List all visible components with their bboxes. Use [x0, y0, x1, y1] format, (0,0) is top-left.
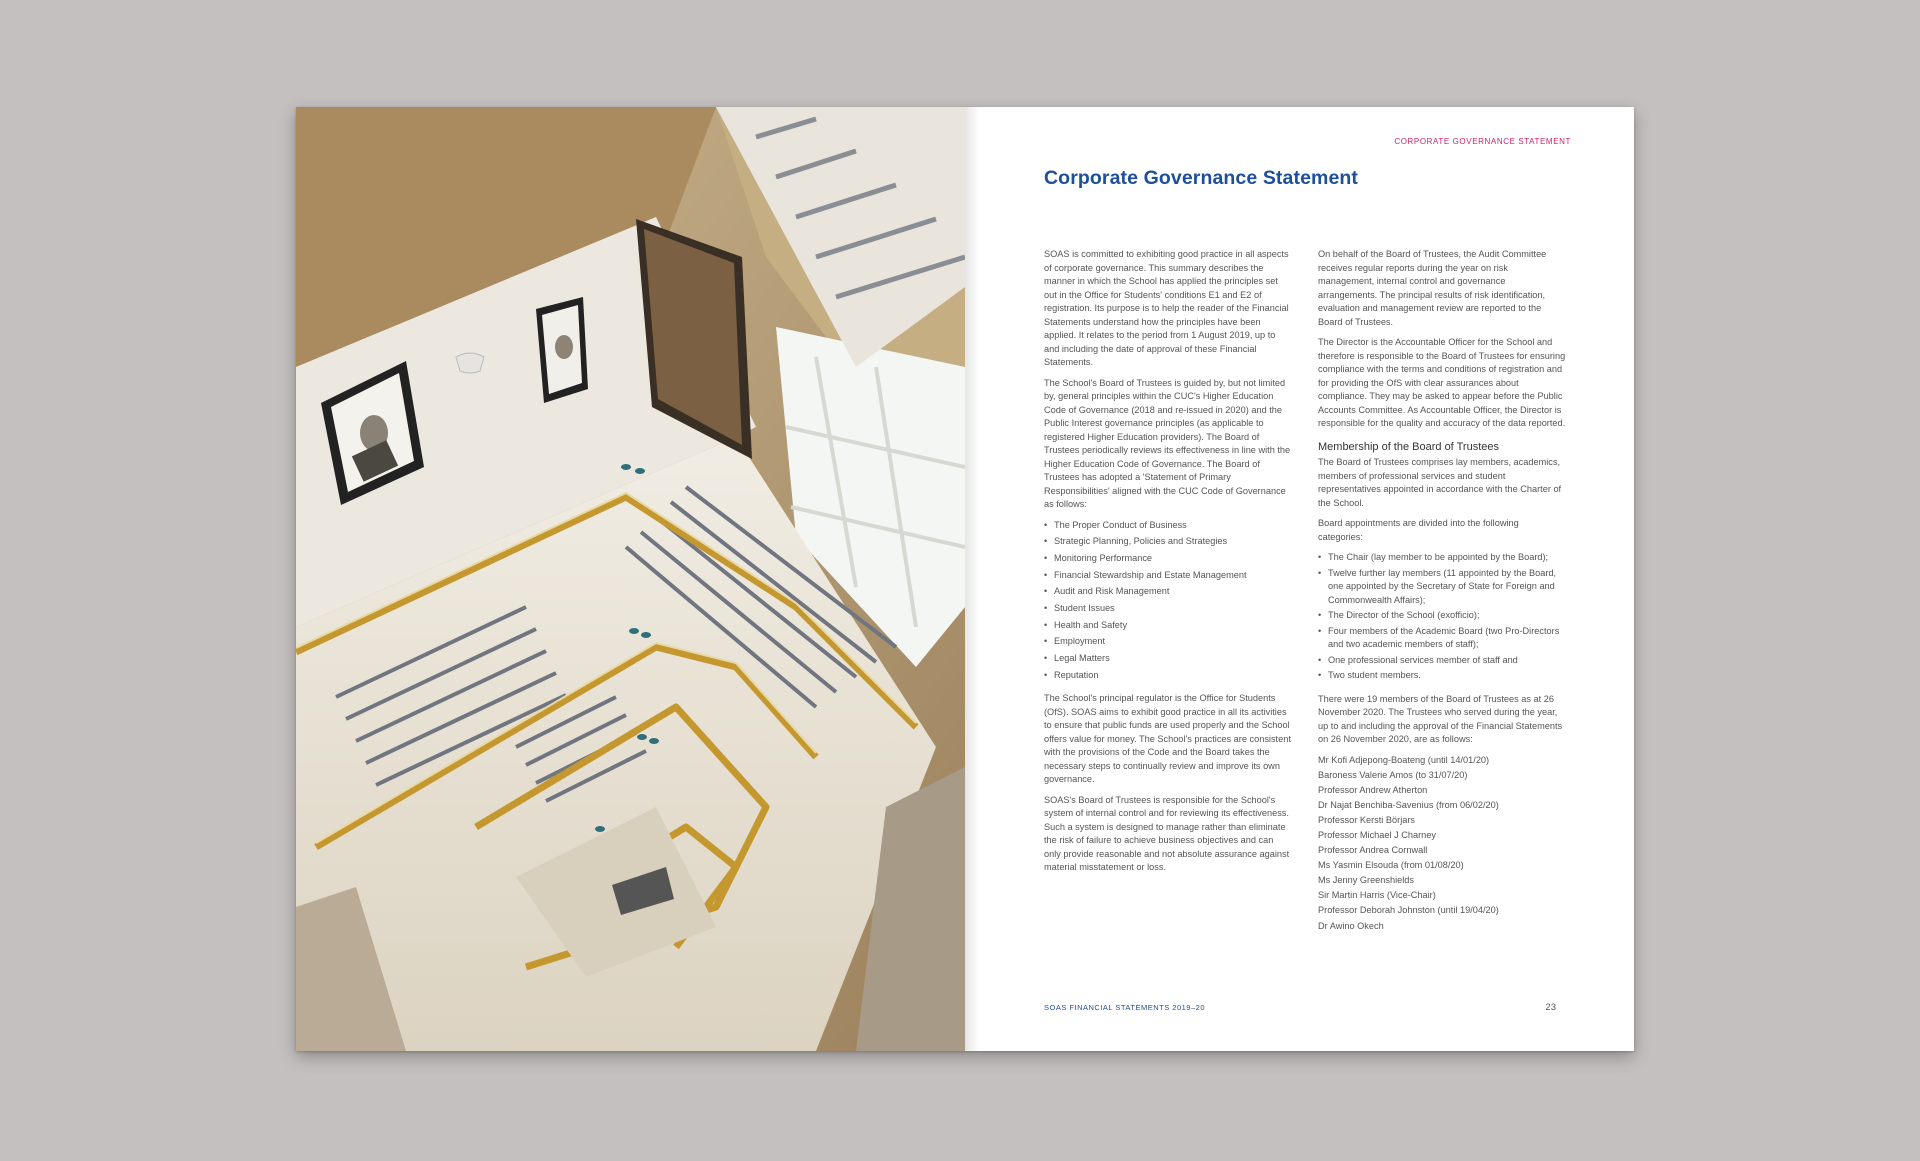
list-item: • Monitoring Performance	[1044, 552, 1292, 566]
list-item: Dr Najat Benchiba-Savenius (from 06/02/20)	[1318, 799, 1499, 810]
left-column	[1044, 248, 1292, 882]
list-item: • Twelve further lay members (11 appointed by the Board, one appointed by the Secretary of State for Foreign and Commonwealth Affairs);	[1318, 567, 1566, 608]
list-item: Professor Andrew Atherton	[1318, 784, 1428, 795]
list-item: Professor Deborah Johnston (until 19/04/20)	[1318, 905, 1499, 916]
list-item: Sir Martin Harris (Vice-Chair)	[1318, 890, 1436, 901]
portrait-frame-2	[536, 297, 588, 403]
list-item: Professor Kersti Börjars	[1318, 814, 1416, 825]
board-guidance-paragraph: The School's Board of Trustees is guided by, but not limited by, general principles within the CUC's Higher Education Code of Governance (2018 and re-issued in 2020) and the Public Interest governance principles (as applicable to registered Higher Education providers). The Board of Trustees periodically reviews its effectiveness in line with the Higher Education Code of Governance. The Board of Trustees has adopted a 'Statement of Primary Responsibilities' aligned with the CUC Code of Governance as follows:	[1044, 377, 1291, 509]
membership-paragraph: The Board of Trustees comprises lay members, academics, members of professional services and student representatives appointed in accordance with the Charter of the School.	[1318, 457, 1562, 508]
responsibilities-list	[1044, 519, 1292, 683]
list-item: • Legal Matters	[1044, 652, 1292, 666]
accountable-officer-paragraph: The Director is the Accountable Officer for the School and therefore is responsible to the Board of Trustees for ensuring compliance with the terms and conditions of registration and for providing the OfS with clear assurances about compliance. They may be asked to appear before the Public Accounts Committee. As Accountable Officer, the Director is responsible for the quality and accuracy of the data reported.	[1318, 337, 1566, 428]
list-item: Mr Kofi Adjepong-Boateng (until 14/01/20)	[1318, 754, 1490, 765]
list-item: Ms Yasmin Elsouda (from 01/08/20)	[1318, 860, 1464, 871]
internal-control-paragraph: SOAS's Board of Trustees is responsible for the School's system of internal control and for reviewing its effectiveness. Such a system is designed to manage rather than eliminate the risk of failure to achieve business objectives and can only provide reasonable and not absolute assurance against material misstatement or loss.	[1044, 794, 1290, 873]
intro-paragraph: SOAS is committed to exhibiting good practice in all aspects of corporate governance. This summary describes the manner in which the School has applied the principles set out in the Office for Students' conditions E1 and E2 of registration. Its purpose is to help the reader of the Financial Statements understand how the principles have been applied. It relates to the period from 1 August 2019, up to and including the date of approval of these Financial Statements.	[1044, 249, 1289, 367]
footer-publication: SOAS FINANCIAL STATEMENTS 2019–20	[1044, 1003, 1205, 1012]
list-item: • The Chair (lay member to be appointed by the Board);	[1318, 551, 1566, 565]
right-column	[1318, 248, 1566, 943]
list-item: • The Proper Conduct of Business	[1044, 519, 1292, 533]
list-item: • Strategic Planning, Policies and Strategies	[1044, 535, 1292, 549]
members-count-paragraph: There were 19 members of the Board of Trustees as at 26 November 2020. The Trustees who served during the year, up to and including the approval of the Financial Statements on 26 November 2020, are as follows:	[1318, 693, 1563, 744]
list-item: • Audit and Risk Management	[1044, 585, 1292, 599]
list-item: • Two student members.	[1318, 669, 1566, 683]
governance-page	[965, 107, 1634, 1051]
appointments-paragraph: Board appointments are divided into the following categories:	[1318, 518, 1519, 542]
list-item: • Health and Safety	[1044, 619, 1292, 633]
list-item: • One professional services member of staff and	[1318, 654, 1566, 668]
page-number: 23	[1545, 1002, 1556, 1013]
list-item: Ms Jenny Greenshields	[1318, 875, 1415, 886]
page-title: Corporate Governance Statement	[1044, 167, 1358, 189]
list-item: • The Director of the School (exofficio);	[1318, 609, 1566, 623]
list-item: • Employment	[1044, 635, 1292, 649]
list-item: Dr Awino Okech	[1318, 920, 1384, 931]
stairwell-photo-page	[296, 107, 965, 1051]
list-item: Professor Andrea Cornwall	[1318, 845, 1428, 856]
audit-committee-paragraph: On behalf of the Board of Trustees, the Audit Committee receives regular reports during the year on risk management, internal control and governance arrangements. The principal results of risk identification, evaluation and management review are reported to the Board of Trustees.	[1318, 249, 1547, 327]
list-item: • Four members of the Academic Board (two Pro-Directors and two academic members of staff);	[1318, 625, 1566, 652]
list-item: • Student Issues	[1044, 602, 1292, 616]
document-spread	[296, 107, 1634, 1051]
regulator-paragraph: The School's principal regulator is the Office for Students (OfS). SOAS aims to exhibit good practice in all its activities to ensure that public funds are used properly and the School offers value for money. The School's practices are consistent with the provisions of the Code and the Board takes the necessary steps to continually review and improve its own governance.	[1044, 693, 1291, 785]
list-item: Professor Michael J Charney	[1318, 829, 1436, 840]
running-head: CORPORATE GOVERNANCE STATEMENT	[1394, 137, 1571, 146]
stairwell-photo	[296, 107, 965, 1051]
membership-heading: Membership of the Board of Trustees	[1318, 440, 1499, 453]
list-item: • Financial Stewardship and Estate Management	[1044, 569, 1292, 583]
trustees-list	[1318, 754, 1566, 934]
categories-list	[1318, 551, 1566, 683]
list-item: Baroness Valerie Amos (to 31/07/20)	[1318, 769, 1468, 780]
list-item: • Reputation	[1044, 669, 1292, 683]
